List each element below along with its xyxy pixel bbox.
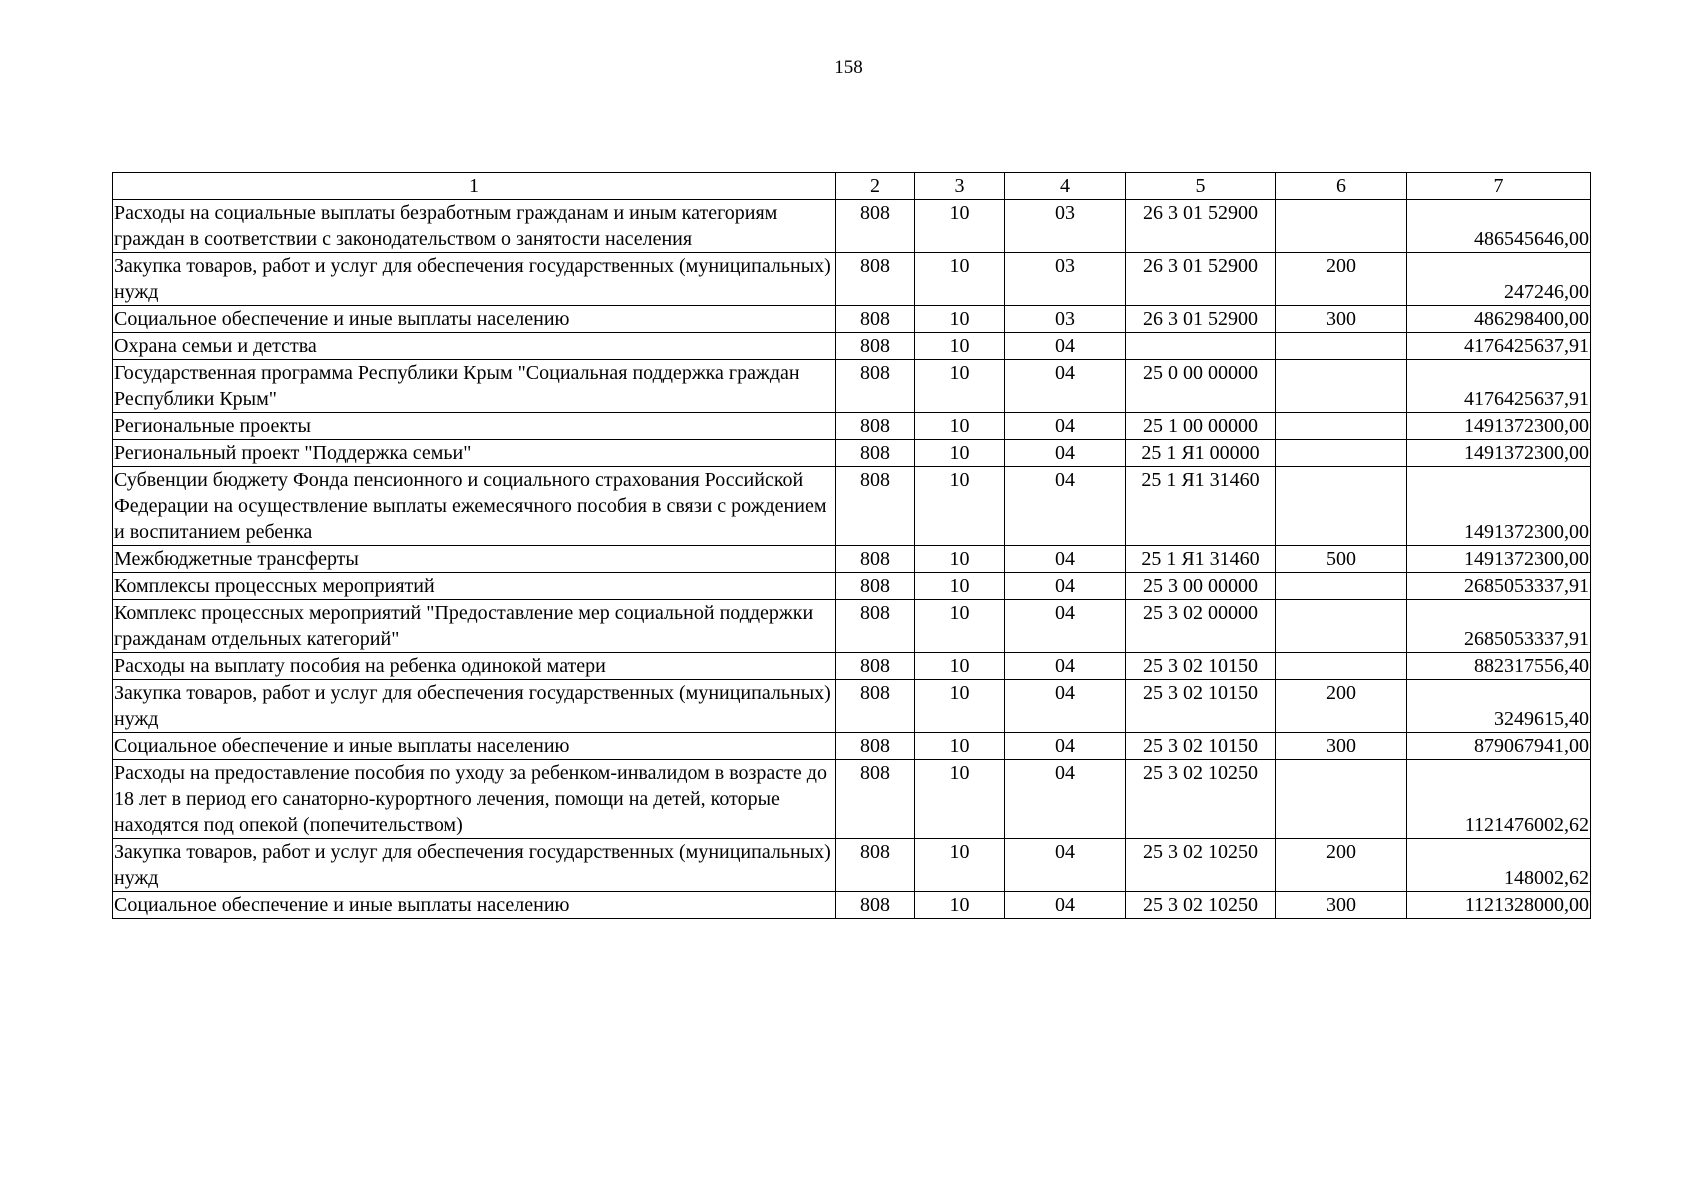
row-name-cell: Расходы на социальные выплаты безработным гражданам и иным категориям граждан в соответствии с законодательством о занятости населения <box>113 200 836 253</box>
row-expense-type-cell <box>1276 760 1407 839</box>
row-sum-cell: 1491372300,00 <box>1407 546 1591 573</box>
row-sum-cell: 2685053337,91 <box>1407 600 1591 653</box>
table-row <box>113 573 1591 600</box>
row-section-cell: 10 <box>915 653 1005 680</box>
row-section-cell: 10 <box>915 440 1005 467</box>
row-sum-cell: 486545646,00 <box>1407 200 1591 253</box>
row-expense-type-cell: 300 <box>1276 733 1407 760</box>
row-name-cell: Межбюджетные трансферты <box>113 546 836 573</box>
row-grbs-cell: 808 <box>836 760 915 839</box>
row-target-article-cell: 25 1 Я1 31460 <box>1126 467 1276 546</box>
row-name-cell: Закупка товаров, работ и услуг для обеспечения государственных (муниципальных) нужд <box>113 680 836 733</box>
row-name-cell: Охрана семьи и детства <box>113 333 836 360</box>
row-target-article-cell: 25 1 00 00000 <box>1126 413 1276 440</box>
row-expense-type-cell <box>1276 333 1407 360</box>
table-row <box>113 200 1591 253</box>
row-name-cell: Региональные проекты <box>113 413 836 440</box>
row-subsection-cell: 04 <box>1005 333 1126 360</box>
row-subsection-cell: 03 <box>1005 200 1126 253</box>
row-sum-cell: 1121328000,00 <box>1407 892 1591 919</box>
row-target-article-cell: 25 1 Я1 00000 <box>1126 440 1276 467</box>
row-section-cell: 10 <box>915 680 1005 733</box>
row-name-cell: Социальное обеспечение и иные выплаты населению <box>113 306 836 333</box>
row-subsection-cell: 04 <box>1005 546 1126 573</box>
row-grbs-cell: 808 <box>836 892 915 919</box>
header-col-3: 3 <box>915 173 1005 200</box>
table-row <box>113 413 1591 440</box>
row-name-cell: Комплекс процессных мероприятий "Предоставление мер социальной поддержки гражданам отдельных категорий" <box>113 600 836 653</box>
row-target-article-cell: 25 3 02 00000 <box>1126 600 1276 653</box>
row-section-cell: 10 <box>915 360 1005 413</box>
row-target-article-cell: 25 0 00 00000 <box>1126 360 1276 413</box>
header-col-1: 1 <box>113 173 836 200</box>
row-expense-type-cell: 200 <box>1276 253 1407 306</box>
row-subsection-cell: 03 <box>1005 253 1126 306</box>
row-expense-type-cell <box>1276 413 1407 440</box>
row-sum-cell: 1491372300,00 <box>1407 413 1591 440</box>
row-target-article-cell: 25 3 02 10250 <box>1126 839 1276 892</box>
table-row <box>113 733 1591 760</box>
row-subsection-cell: 04 <box>1005 600 1126 653</box>
row-subsection-cell: 04 <box>1005 467 1126 546</box>
row-sum-cell: 148002,62 <box>1407 839 1591 892</box>
header-col-2: 2 <box>836 173 915 200</box>
row-expense-type-cell: 200 <box>1276 839 1407 892</box>
row-sum-cell: 882317556,40 <box>1407 653 1591 680</box>
table-row <box>113 892 1591 919</box>
row-expense-type-cell <box>1276 573 1407 600</box>
header-col-7: 7 <box>1407 173 1591 200</box>
row-expense-type-cell: 300 <box>1276 306 1407 333</box>
row-section-cell: 10 <box>915 760 1005 839</box>
table-row <box>113 306 1591 333</box>
row-target-article-cell: 26 3 01 52900 <box>1126 306 1276 333</box>
row-expense-type-cell <box>1276 360 1407 413</box>
row-sum-cell: 1121476002,62 <box>1407 760 1591 839</box>
row-name-cell: Государственная программа Республики Крым "Социальная поддержка граждан Республики Крым" <box>113 360 836 413</box>
row-subsection-cell: 04 <box>1005 680 1126 733</box>
header-col-6: 6 <box>1276 173 1407 200</box>
row-target-article-cell: 25 3 00 00000 <box>1126 573 1276 600</box>
row-sum-cell: 1491372300,00 <box>1407 467 1591 546</box>
row-subsection-cell: 04 <box>1005 733 1126 760</box>
table-row <box>113 440 1591 467</box>
row-sum-cell: 3249615,40 <box>1407 680 1591 733</box>
row-name-cell: Закупка товаров, работ и услуг для обеспечения государственных (муниципальных) нужд <box>113 839 836 892</box>
row-grbs-cell: 808 <box>836 306 915 333</box>
row-grbs-cell: 808 <box>836 733 915 760</box>
row-grbs-cell: 808 <box>836 546 915 573</box>
row-section-cell: 10 <box>915 413 1005 440</box>
row-section-cell: 10 <box>915 892 1005 919</box>
row-grbs-cell: 808 <box>836 573 915 600</box>
table-row <box>113 333 1591 360</box>
table-row <box>113 839 1591 892</box>
row-section-cell: 10 <box>915 467 1005 546</box>
table-row <box>113 653 1591 680</box>
row-grbs-cell: 808 <box>836 360 915 413</box>
row-name-cell: Закупка товаров, работ и услуг для обеспечения государственных (муниципальных) нужд <box>113 253 836 306</box>
row-grbs-cell: 808 <box>836 600 915 653</box>
row-section-cell: 10 <box>915 306 1005 333</box>
row-grbs-cell: 808 <box>836 413 915 440</box>
row-target-article-cell: 25 3 02 10150 <box>1126 653 1276 680</box>
table-row <box>113 600 1591 653</box>
row-grbs-cell: 808 <box>836 680 915 733</box>
row-subsection-cell: 04 <box>1005 892 1126 919</box>
row-target-article-cell <box>1126 333 1276 360</box>
row-expense-type-cell <box>1276 600 1407 653</box>
table-row <box>113 467 1591 546</box>
row-sum-cell: 879067941,00 <box>1407 733 1591 760</box>
row-name-cell: Региональный проект "Поддержка семьи" <box>113 440 836 467</box>
row-subsection-cell: 04 <box>1005 839 1126 892</box>
row-section-cell: 10 <box>915 600 1005 653</box>
row-expense-type-cell: 300 <box>1276 892 1407 919</box>
row-sum-cell: 486298400,00 <box>1407 306 1591 333</box>
row-grbs-cell: 808 <box>836 839 915 892</box>
table-row <box>113 760 1591 839</box>
row-expense-type-cell <box>1276 467 1407 546</box>
row-name-cell: Социальное обеспечение и иные выплаты населению <box>113 892 836 919</box>
row-section-cell: 10 <box>915 546 1005 573</box>
row-subsection-cell: 04 <box>1005 760 1126 839</box>
row-name-cell: Расходы на предоставление пособия по уходу за ребенком-инвалидом в возрасте до 18 лет в период его санаторно-курортного лечения, помощи на детей, которые находятся под опекой (попечительством) <box>113 760 836 839</box>
page-number: 158 <box>834 57 863 78</box>
table-row <box>113 360 1591 413</box>
row-grbs-cell: 808 <box>836 333 915 360</box>
table-row <box>113 253 1591 306</box>
row-subsection-cell: 04 <box>1005 440 1126 467</box>
row-target-article-cell: 25 3 02 10150 <box>1126 680 1276 733</box>
row-sum-cell: 1491372300,00 <box>1407 440 1591 467</box>
row-name-cell: Социальное обеспечение и иные выплаты населению <box>113 733 836 760</box>
row-expense-type-cell <box>1276 440 1407 467</box>
row-grbs-cell: 808 <box>836 253 915 306</box>
row-grbs-cell: 808 <box>836 200 915 253</box>
row-sum-cell: 2685053337,91 <box>1407 573 1591 600</box>
row-target-article-cell: 25 3 02 10150 <box>1126 733 1276 760</box>
row-expense-type-cell: 500 <box>1276 546 1407 573</box>
row-grbs-cell: 808 <box>836 440 915 467</box>
row-target-article-cell: 25 3 02 10250 <box>1126 892 1276 919</box>
row-section-cell: 10 <box>915 733 1005 760</box>
budget-table <box>112 172 1591 919</box>
row-target-article-cell: 25 3 02 10250 <box>1126 760 1276 839</box>
row-target-article-cell: 26 3 01 52900 <box>1126 200 1276 253</box>
row-target-article-cell: 25 1 Я1 31460 <box>1126 546 1276 573</box>
row-section-cell: 10 <box>915 200 1005 253</box>
row-section-cell: 10 <box>915 839 1005 892</box>
table-row <box>113 680 1591 733</box>
table-body <box>113 200 1591 919</box>
row-expense-type-cell <box>1276 200 1407 253</box>
row-target-article-cell: 26 3 01 52900 <box>1126 253 1276 306</box>
header-col-4: 4 <box>1005 173 1126 200</box>
row-name-cell: Субвенции бюджету Фонда пенсионного и социального страхования Российской Федерации на осуществление выплаты ежемесячного пособия в связи с рождением и воспитанием ребенка <box>113 467 836 546</box>
header-col-5: 5 <box>1126 173 1276 200</box>
row-sum-cell: 4176425637,91 <box>1407 333 1591 360</box>
row-grbs-cell: 808 <box>836 653 915 680</box>
row-expense-type-cell <box>1276 653 1407 680</box>
row-name-cell: Комплексы процессных мероприятий <box>113 573 836 600</box>
row-subsection-cell: 04 <box>1005 573 1126 600</box>
row-subsection-cell: 04 <box>1005 413 1126 440</box>
row-section-cell: 10 <box>915 333 1005 360</box>
row-section-cell: 10 <box>915 573 1005 600</box>
row-sum-cell: 4176425637,91 <box>1407 360 1591 413</box>
row-subsection-cell: 04 <box>1005 360 1126 413</box>
header-row <box>113 173 1591 200</box>
row-grbs-cell: 808 <box>836 467 915 546</box>
row-name-cell: Расходы на выплату пособия на ребенка одинокой матери <box>113 653 836 680</box>
table-row <box>113 546 1591 573</box>
row-sum-cell: 247246,00 <box>1407 253 1591 306</box>
row-subsection-cell: 04 <box>1005 653 1126 680</box>
row-expense-type-cell: 200 <box>1276 680 1407 733</box>
row-section-cell: 10 <box>915 253 1005 306</box>
row-subsection-cell: 03 <box>1005 306 1126 333</box>
